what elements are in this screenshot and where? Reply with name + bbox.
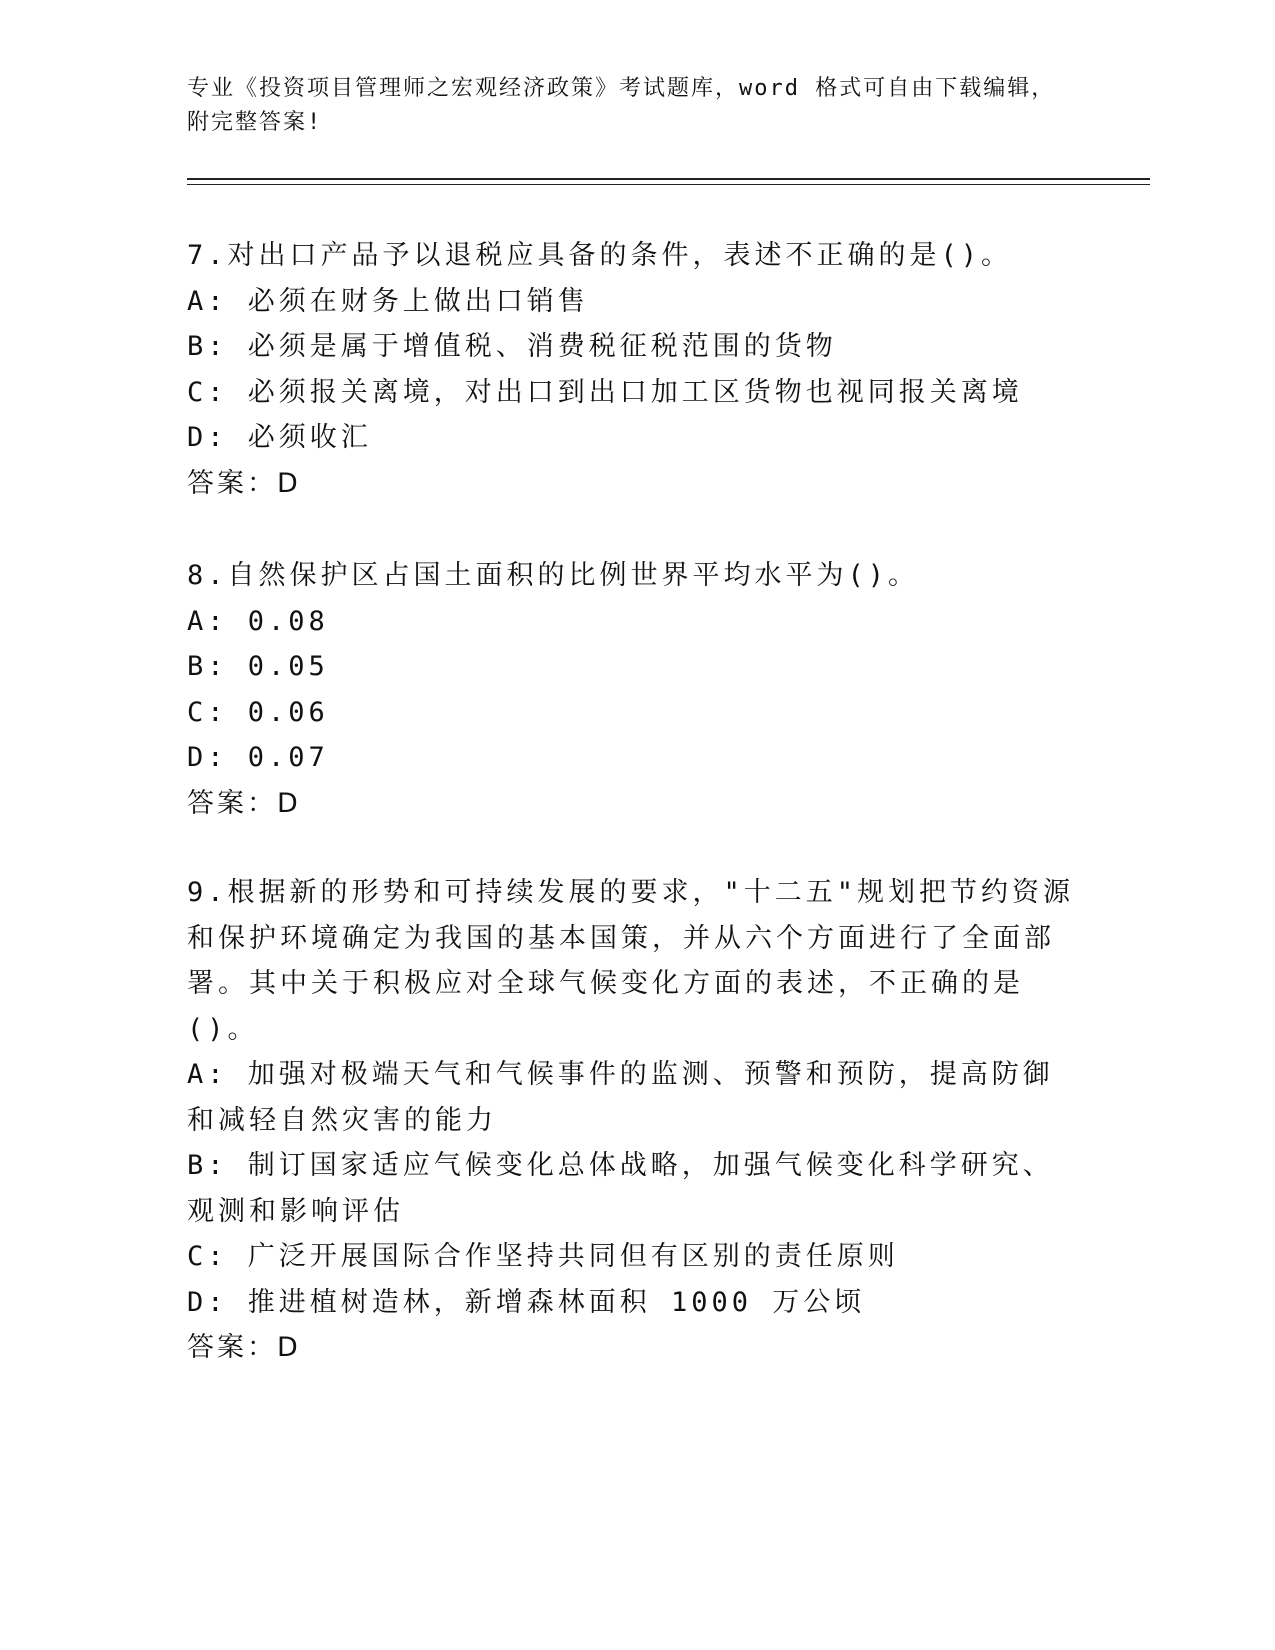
- answer: 答案：D: [187, 787, 301, 819]
- option-a: A: 加强对极端天气和气候事件的监测、预警和预防，提高防御和减轻自然灾害的能力: [187, 1059, 1054, 1136]
- option-c: C: 广泛开展国际合作坚持共同但有区别的责任原则: [187, 1241, 899, 1272]
- question-stem: 7.对出口产品予以退税应具备的条件，表述不正确的是()。: [187, 240, 1013, 271]
- option-a: A: 0.08: [187, 605, 329, 637]
- option-c: C: 必须报关离境，对出口到出口加工区货物也视同报关离境: [187, 376, 1023, 408]
- option-d: D: 必须收汇: [187, 422, 372, 453]
- question-stem: 9.根据新的形势和可持续发展的要求，"十二五"规划把节约资源和保护环境确定为我国的基本国策，并从六个方面进行了全面部署。其中关于积极应对全球气候变化方面的表述，不正确的是()。: [187, 877, 1075, 1045]
- option-b: B: 制订国家适应气候变化总体战略，加强气候变化科学研究、观测和影响评估: [187, 1150, 1054, 1227]
- question-9: [187, 870, 1087, 1371]
- answer: 答案：D: [187, 467, 301, 499]
- option-b: B: 0.05: [187, 651, 329, 682]
- option-c: C: 0.06: [187, 696, 329, 728]
- option-a: A: 必须在财务上做出口销售: [187, 285, 589, 317]
- document-header: [187, 72, 1067, 140]
- header-line-1: 专业《投资项目管理师之宏观经济政策》考试题库，word 格式可自由下载编辑，: [187, 76, 1056, 101]
- header-divider: [187, 178, 1150, 180]
- option-d: D: 0.07: [187, 742, 329, 773]
- question-stem: 8.自然保护区占国土面积的比例世界平均水平为()。: [187, 560, 920, 591]
- option-d: D: 推进植树造林，新增森林面积 1000 万公顷: [187, 1286, 866, 1318]
- option-b: B: 必须是属于增值税、消费税征税范围的货物: [187, 331, 837, 362]
- answer: 答案：D: [187, 1332, 301, 1363]
- header-divider-thin: [187, 184, 1150, 185]
- header-line-2: 附完整答案!: [187, 110, 323, 135]
- question-7: [187, 233, 1087, 506]
- question-8: [187, 553, 1087, 826]
